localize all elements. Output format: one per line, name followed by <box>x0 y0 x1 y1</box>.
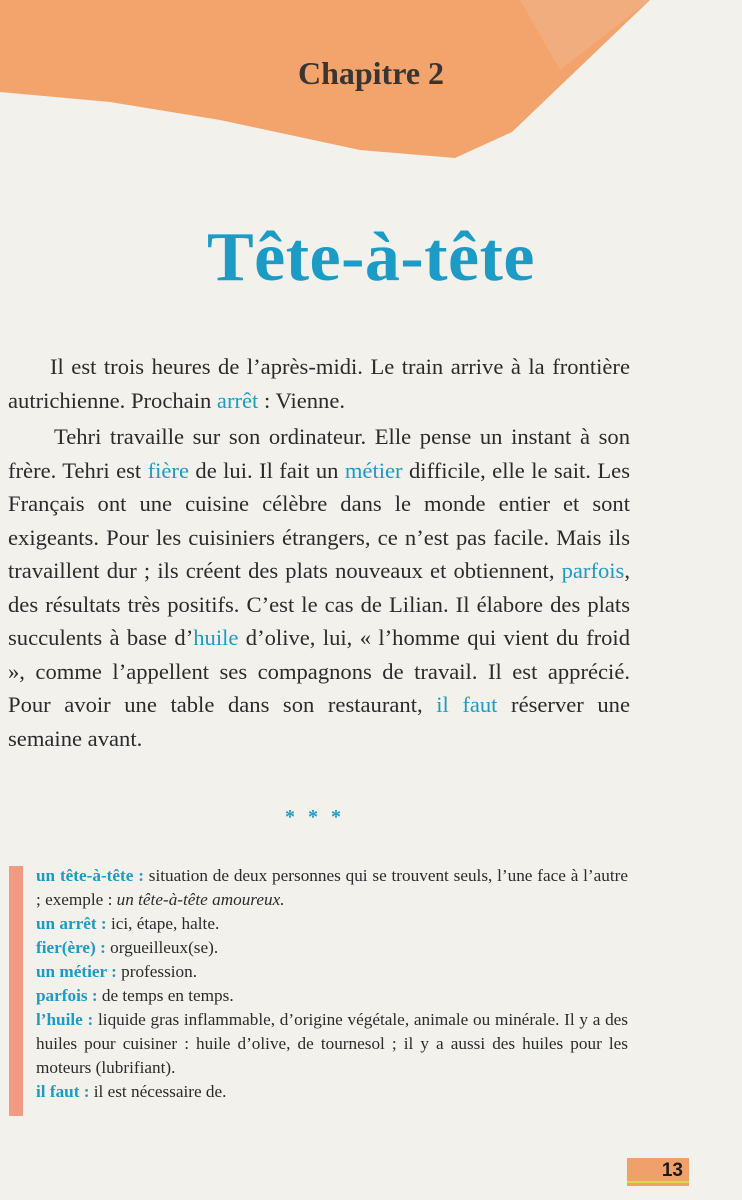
glossary-entry: un tête-à-tête : situation de deux personnes qui se trouvent seuls, l’une face à l’autre ; exemple : un tête-à-tête amoureux. <box>36 866 628 909</box>
keyword: métier <box>344 457 403 483</box>
chapter-label: Chapitre 2 <box>297 55 445 91</box>
glossary-entry: parfois : de temps en temps. <box>36 986 234 1005</box>
page-title: Tête-à-tête <box>206 219 536 296</box>
keyword: arrêt <box>216 387 259 413</box>
keyword: huile <box>193 625 239 650</box>
glossary-entry: un métier : profession. <box>36 962 198 981</box>
page-number-tab <box>627 1158 689 1186</box>
keyword: fière <box>147 457 189 483</box>
keyword: parfois <box>561 558 625 583</box>
glossary <box>36 864 628 1104</box>
paragraph: Il est trois heures de l’après-midi. Le train arrive à la frontière autrichienne. Prochain arrêt : Vienne. <box>8 354 630 413</box>
paragraph: Tehri travaille sur son ordinateur. Elle pense un instant à son frère. Tehri est fière de lui. Il fait un métier difficile, elle le sait. Les Français ont une cuisine célèbre dans le monde entier et sont exigeants. Pour les cuisiniers étrangers, ce n’est pas facile. Mais ils travaillent dur ; ils créent des plats nouveaux et obtiennent, parfois, des résultats très positifs. C’est le cas de Lilian. Il élabore des plats succulents à base d’huile d’olive, lui, « l’homme qui vient du froid », comme l’appellent ses compagnons de travail. Il est apprécié. Pour avoir une table dans son restaurant, il faut réserver une semaine avant. <box>8 424 631 751</box>
glossary-entry: il faut : il est nécessaire de. <box>36 1082 227 1101</box>
page-number-underline <box>627 1181 689 1183</box>
keyword: il faut <box>436 692 498 717</box>
glossary-accent-bar <box>9 866 23 1116</box>
glossary-entry: fier(ère) : orgueilleux(se). <box>36 938 219 957</box>
story-text <box>8 350 630 758</box>
glossary-entry: un arrêt : ici, étape, halte. <box>36 914 220 933</box>
section-separator: * * * <box>285 806 345 828</box>
page-number: 13 <box>661 1160 683 1181</box>
glossary-entry: l’huile : liquide gras inflammable, d’origine végétale, animale ou minérale. Il y a des huiles pour cuisiner : huile d’olive, de tournesol ; il y a aussi des huiles pour les moteurs (lubrifiant). <box>36 1010 628 1077</box>
